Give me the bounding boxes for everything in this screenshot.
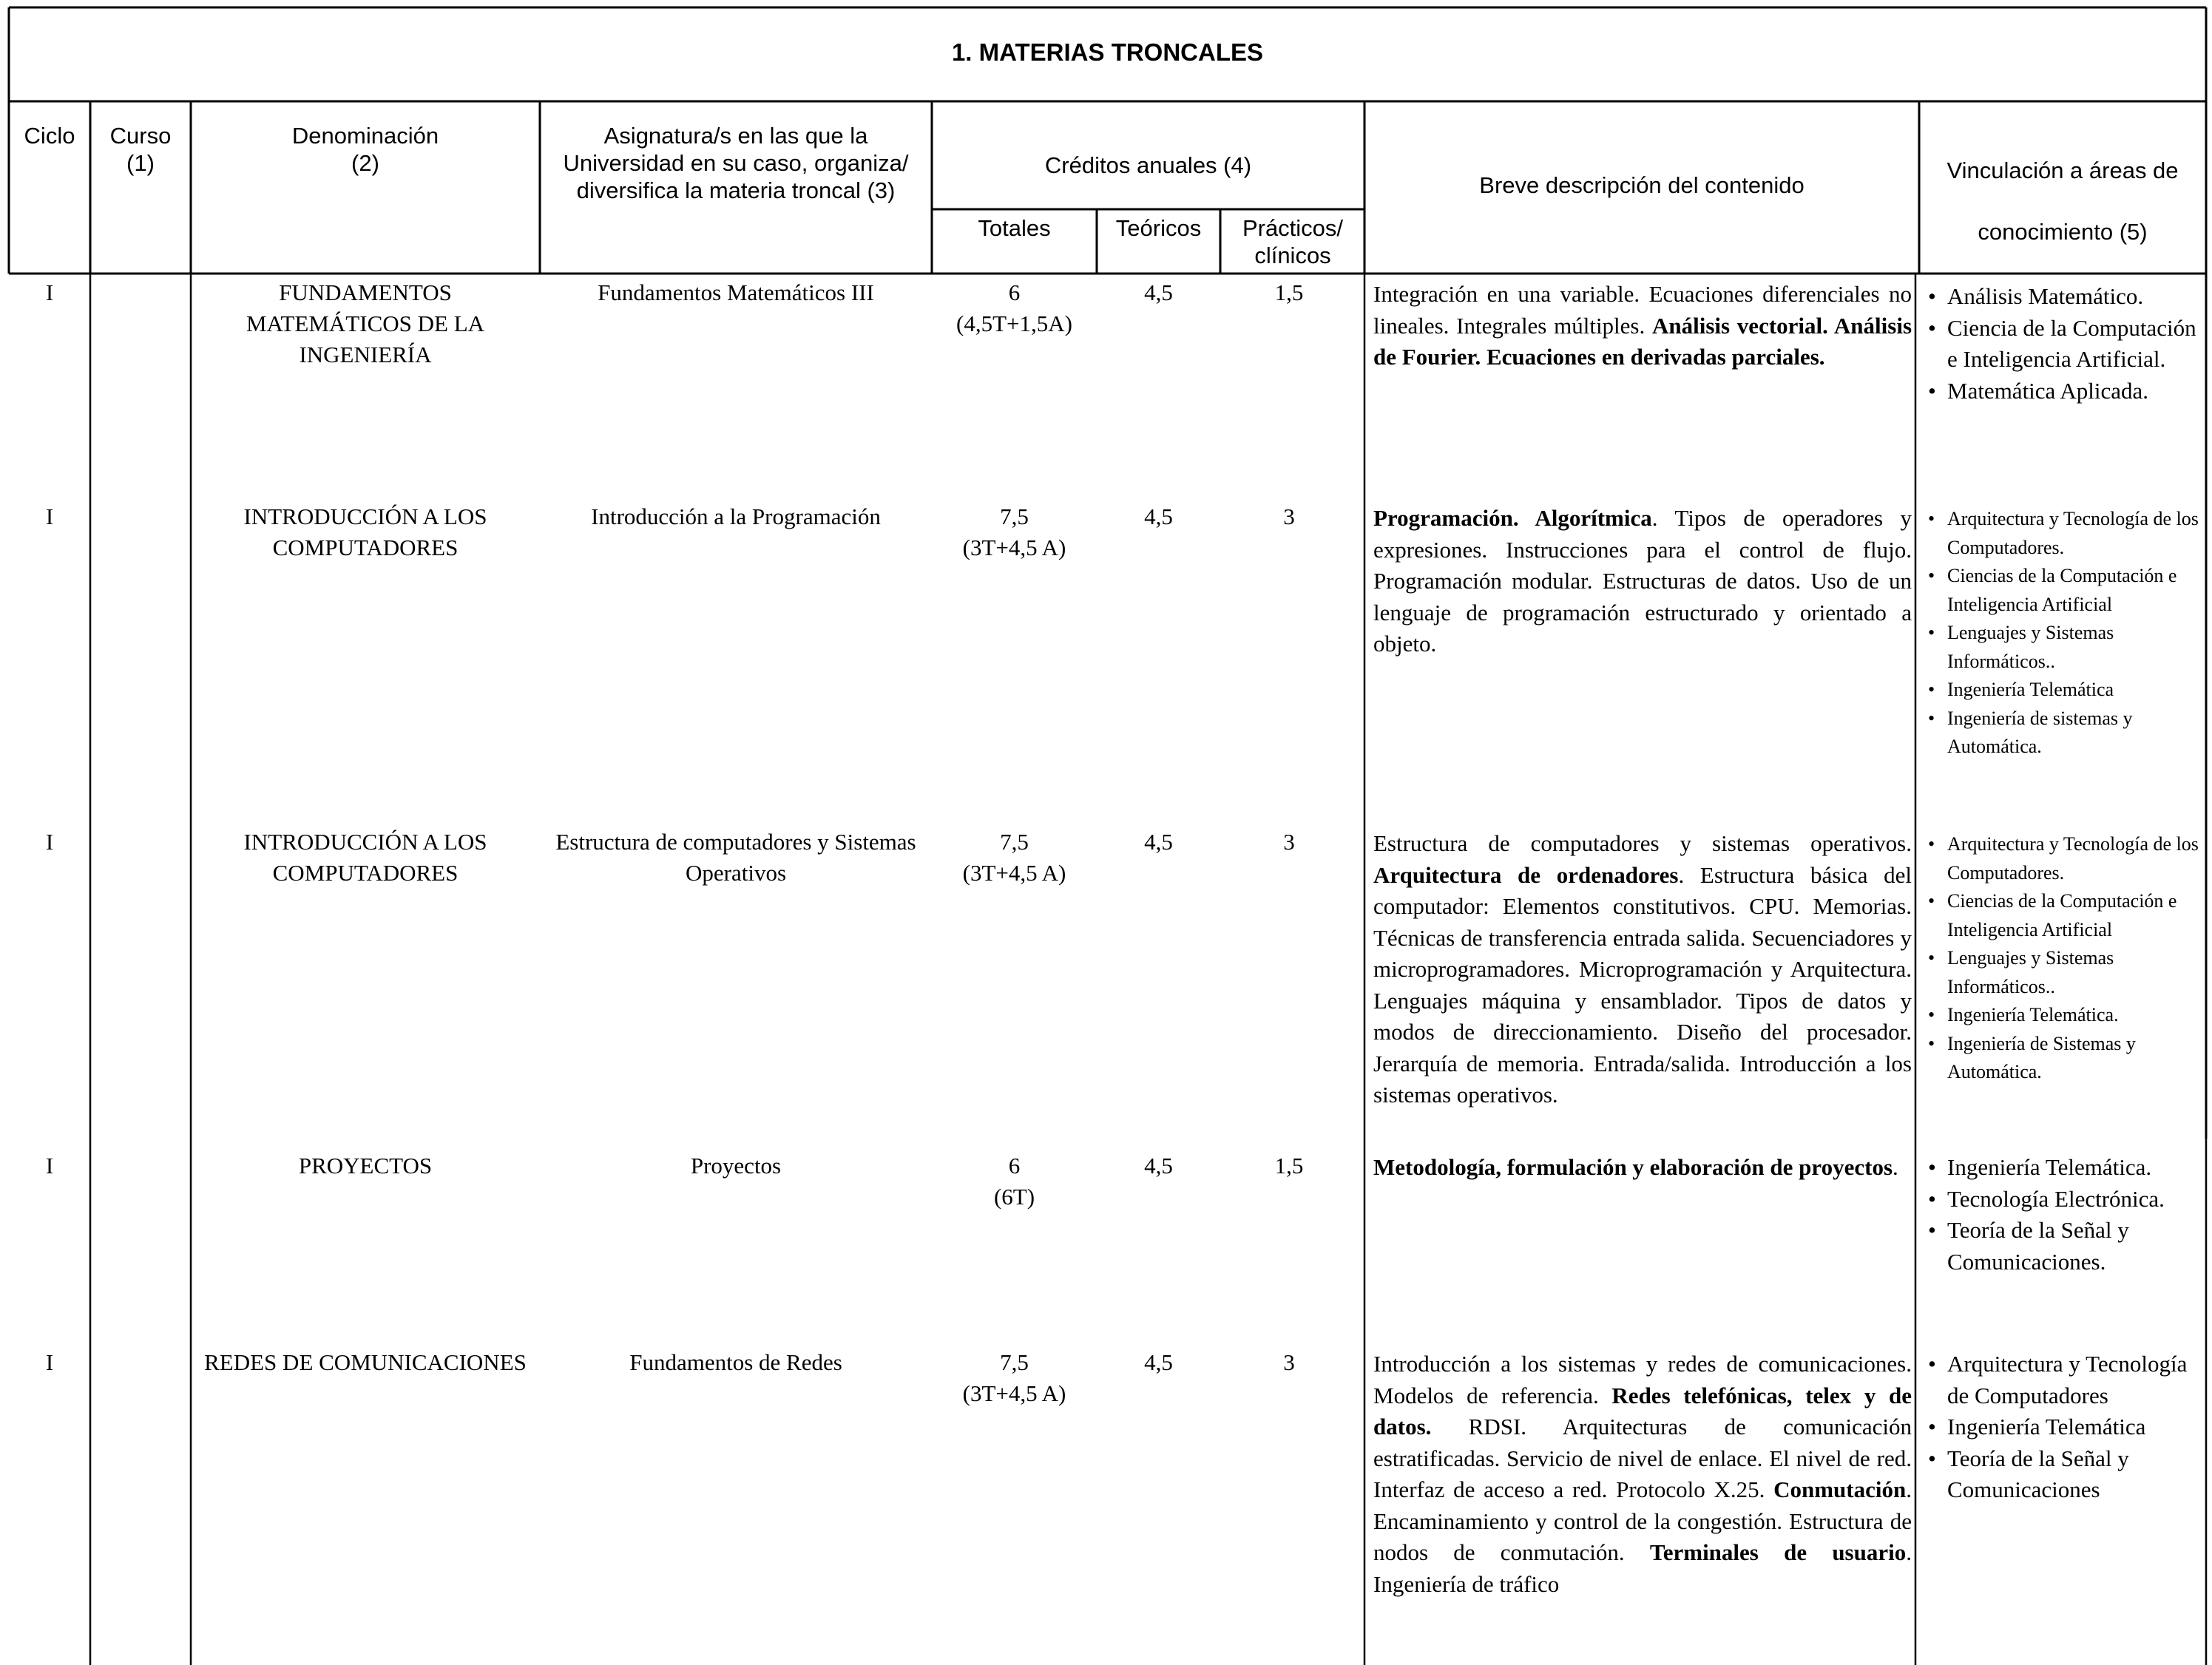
list-item: • Ingeniería Telemática. [1927, 1001, 2206, 1030]
row1-areas [1927, 281, 2206, 407]
header-curso [90, 122, 191, 177]
row1-totales-detail: (4,5T+1,5A) [956, 311, 1072, 336]
row1-practicos: 1,5 [1274, 279, 1304, 305]
list-item: • Ingeniería Telemática [1927, 1411, 2206, 1443]
header-teoricos: Teóricos [1115, 215, 1202, 241]
row4-areas [1927, 1152, 2206, 1278]
row4-denominacion: PROYECTOS [298, 1153, 433, 1179]
row5-asignatura: Fundamentos de Redes [629, 1349, 842, 1375]
row1-asignatura: Fundamentos Matemáticos III [598, 279, 874, 305]
row1-totales-value: 6 [1008, 279, 1021, 305]
row4-asignatura: Proyectos [690, 1153, 782, 1179]
row5-areas [1927, 1349, 2206, 1506]
row5-denominacion: REDES DE COMUNICACIONES [204, 1349, 527, 1375]
row3-ciclo: I [45, 829, 54, 855]
row1-totales [932, 277, 1097, 339]
header-vinculacion: Vinculación a áreas de [1947, 157, 2179, 183]
row4-ciclo: I [45, 1153, 54, 1179]
list-item: • Arquitectura y Tecnología de los Computadores. [1927, 830, 2206, 887]
list-item: • Lenguajes y Sistemas Informáticos.. [1927, 944, 2206, 1001]
row2-asignatura: Introducción a la Programación [591, 503, 881, 529]
row3-asignatura: Estructura de computadores y Sistemas Operativos [555, 829, 916, 886]
row1-descripcion: Integración en una variable. Ecuaciones diferenciales no lineales. Integrales múltiples. Análisis vectorial. Análisis de Fourier. Ecuaciones en derivadas parciales. [1373, 281, 1912, 370]
row2-totales-detail: (3T+4,5 A) [962, 535, 1066, 560]
list-item: • Lenguajes y Sistemas Informáticos.. [1927, 619, 2206, 676]
list-item: • Arquitectura y Tecnología de Computadores [1927, 1349, 2206, 1411]
row4-totales-value: 6 [1008, 1153, 1021, 1179]
list-item: • Ciencias de la Computación e Inteligencia Artificial [1927, 887, 2206, 944]
row2-ciclo: I [45, 503, 54, 529]
header-ciclo-label: Ciclo [24, 123, 75, 149]
row5-totales [932, 1347, 1097, 1409]
header-denominacion-label: Denominación [291, 123, 439, 149]
row3-totales-value: 7,5 [1000, 829, 1029, 855]
row3-descripcion: Estructura de computadores y sistemas operativos. Arquitectura de ordenadores. Estructura básica del computador: Elementos constitutivos. CPU. Memorias. Técnicas de transferencia entrada salida. Secuenciadores y microprogramadores. Microprogramación y Arquitectura. Lenguajes máquina y ensamblador. Tipos de datos y modos de direccionamiento. Diseño del procesador. Jerarquía de memoria. Entrada/salida. Introducción a los sistemas operativos. [1373, 830, 1912, 1108]
list-item: • Teoría de la Señal y Comunicaciones [1927, 1443, 2206, 1506]
row2-descripcion: Programación. Algorítmica. Tipos de operadores y expresiones. Instrucciones para el control de flujo. Programación modular. Estructuras de datos. Uso de un lenguaje de programación estructurado y orientado a objeto. [1373, 505, 1912, 657]
row4-descripcion: Metodología, formulación y elaboración de proyectos. [1373, 1154, 1898, 1180]
list-item: • Arquitectura y Tecnología de los Computadores. [1927, 505, 2206, 562]
list-item: • Ingeniería de sistemas y Automática. [1927, 705, 2206, 762]
row4-teoricos: 4,5 [1144, 1153, 1173, 1179]
row5-totales-value: 7,5 [1000, 1349, 1029, 1375]
table-title: 1. MATERIAS TRONCALES [951, 38, 1264, 66]
row5-totales-detail: (3T+4,5 A) [962, 1380, 1066, 1406]
row5-ciclo: I [45, 1349, 54, 1375]
row2-practicos: 3 [1283, 503, 1295, 529]
header-practicos: Prácticos/ clínicos [1242, 215, 1344, 268]
row3-areas [1927, 830, 2206, 1087]
row4-practicos: 1,5 [1274, 1153, 1304, 1179]
row5-teoricos: 4,5 [1144, 1349, 1173, 1375]
row1-teoricos: 4,5 [1144, 279, 1173, 305]
row3-teoricos: 4,5 [1144, 829, 1173, 855]
row4-totales-detail: (6T) [993, 1184, 1035, 1210]
list-item: • Ingeniería Telemática [1927, 676, 2206, 705]
header-denominacion [191, 122, 540, 177]
header-asignatura: Asignatura/s en las que la Universidad en su caso, organiza/ diversifica la materia troncal (3) [563, 123, 909, 203]
row4-totales [932, 1150, 1097, 1213]
row2-areas [1927, 505, 2206, 762]
list-item: • Tecnología Electrónica. [1927, 1184, 2206, 1215]
list-item: • Matemática Aplicada. [1927, 376, 2206, 407]
header-denominacion-note: (2) [351, 150, 379, 176]
list-item: • Ciencias de la Computación e Inteligencia Artificial [1927, 562, 2206, 619]
row5-practicos: 3 [1283, 1349, 1295, 1375]
list-item: • Análisis Matemático. [1927, 281, 2206, 313]
header-curso-label: Curso [109, 123, 172, 149]
header-curso-note: (1) [126, 150, 155, 176]
header-totales: Totales [978, 215, 1051, 241]
row3-practicos: 3 [1283, 829, 1295, 855]
list-item: • Ciencia de la Computación e Inteligencia Artificial. [1927, 313, 2206, 376]
header-creditos: Créditos anuales (4) [1044, 152, 1252, 178]
row1-denominacion: FUNDAMENTOS MATEMÁTICOS DE LA INGENIERÍA [246, 279, 485, 367]
header-vinculacion-2: conocimiento (5) [1978, 219, 2148, 245]
list-item: • Teoría de la Señal y Comunicaciones. [1927, 1215, 2206, 1278]
row2-totales [932, 501, 1097, 563]
list-item: • Ingeniería de Sistemas y Automática. [1927, 1030, 2206, 1087]
row5-descripcion: Introducción a los sistemas y redes de comunicaciones. Modelos de referencia. Redes telefónicas, telex y de datos. RDSI. Arquitecturas de comunicación estratificadas. Servicio de nivel de enlace. El nivel de red. Interfaz de acceso a red. Protocolo X.25. Conmutación. Encaminamiento y control de la congestión. Estructura de nodos de conmutación. Terminales de usuario. Ingeniería de tráfico [1373, 1351, 1912, 1597]
row2-teoricos: 4,5 [1144, 503, 1173, 529]
header-ciclo [9, 122, 90, 149]
row3-totales [932, 827, 1097, 889]
row3-totales-detail: (3T+4,5 A) [962, 860, 1066, 886]
row1-ciclo: I [45, 279, 54, 305]
row2-denominacion: INTRODUCCIÓN A LOS COMPUTADORES [243, 503, 487, 560]
header-descripcion: Breve descripción del contenido [1479, 172, 1805, 198]
list-item: • Ingeniería Telemática. [1927, 1152, 2206, 1184]
row2-totales-value: 7,5 [1000, 503, 1029, 529]
row3-denominacion: INTRODUCCIÓN A LOS COMPUTADORES [243, 829, 487, 886]
